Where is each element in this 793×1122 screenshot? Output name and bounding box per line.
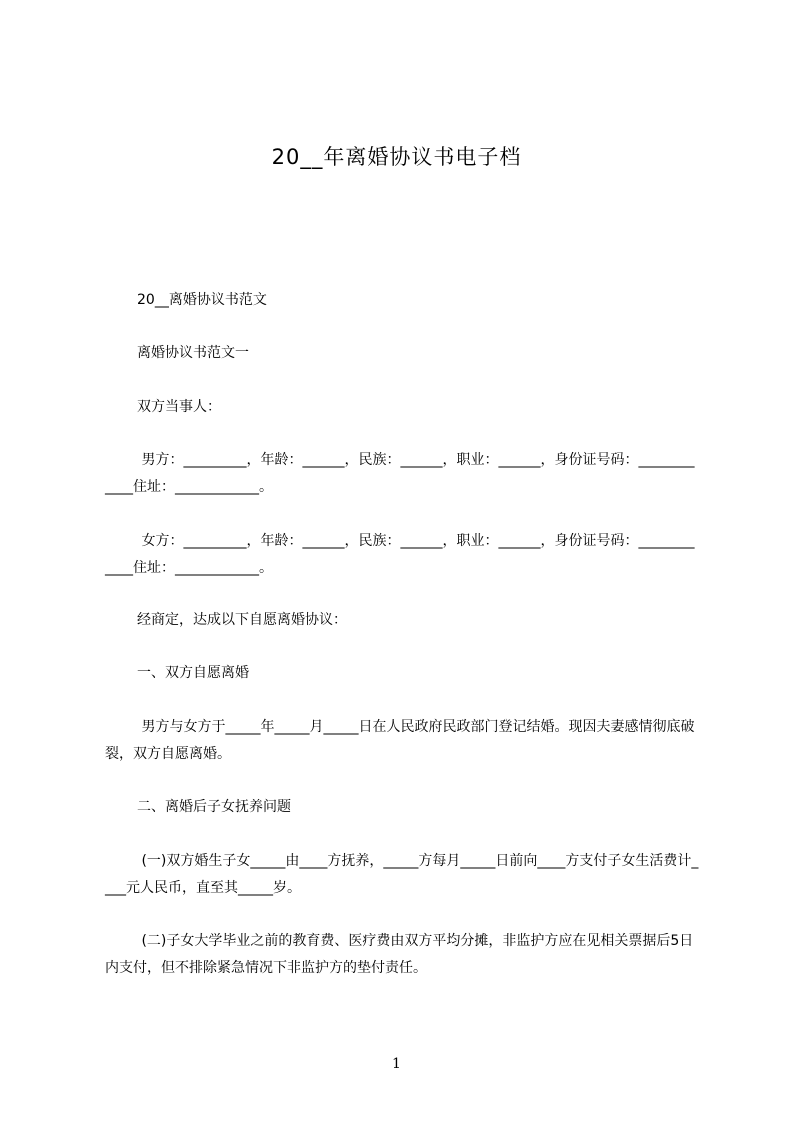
paragraph-agreement-intro: 经商定，达成以下自愿离婚协议：	[137, 612, 347, 628]
paragraph-female-party: 女方：_________，年龄：______，民族：______，职业：______，身份证号码：____________住址：____________。	[105, 533, 695, 576]
paragraph-child-education: (二)子女大学毕业之前的教育费、医疗费由双方平均分摊，非监护方应在见相关票据后5日内支付，但不排除紧急情况下非监护方的垫付责任。	[105, 933, 694, 976]
paragraph-sample-one: 离婚协议书范文一	[137, 345, 249, 361]
paragraph-parties: 双方当事人：	[137, 399, 221, 415]
paragraph-marriage-registration: 男方与女方于_____年_____月_____日在人民政府民政部门登记结婚。现因夫妻感情彻底破裂，双方自愿离婚。	[105, 719, 695, 762]
page-number: 1	[392, 1056, 401, 1072]
section-heading-two: 二、离婚后子女抚养问题	[137, 799, 291, 815]
paragraph-child-custody: (一)双方婚生子女_____由____方抚养，_____方每月_____日前向____方支付子女生活费计____元人民币，直至其_____岁。	[105, 853, 699, 896]
paragraph-male-party: 男方：_________，年龄：______，民族：______，职业：______，身份证号码：____________住址：____________。	[105, 452, 695, 495]
document-title: 20__年离婚协议书电子档	[271, 145, 522, 169]
section-heading-one: 一、双方自愿离婚	[137, 665, 249, 681]
paragraph-heading-sample: 20__离婚协议书范文	[137, 292, 267, 308]
